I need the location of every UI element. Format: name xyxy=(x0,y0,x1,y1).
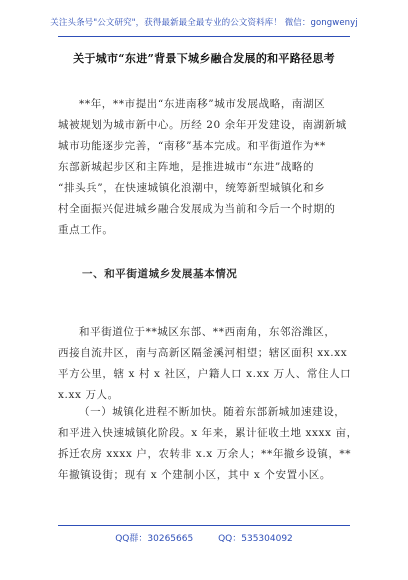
paragraph-line: 和平进入快速城镇化阶段。x 年来，累计征收土地 xxxx 亩， xyxy=(58,427,358,439)
paragraph-line: 平方公里，辖 x 村 x 社区，户籍人口 x.xx 万人、常住人口 xyxy=(58,368,352,380)
footer-divider xyxy=(58,525,350,526)
paragraph-line: 拆迁农房 xxxx 户，农转非 x.x 万余人；**年撤乡设镇，** xyxy=(58,448,352,460)
header-banner: 关注头条号"公文研究"，获得最新最全最专业的公文资料库！ 微信：gongwenyj xyxy=(50,18,358,28)
header-divider xyxy=(58,36,350,37)
paragraph-line: 村全面振兴促进城乡融合发展成为当前和今后一个时期的 xyxy=(58,203,336,215)
paragraph-line: （一）城镇化进程不断加快。随着东部新城加速建设， xyxy=(79,406,346,418)
location-paragraph xyxy=(58,322,350,406)
paragraph-line: “排头兵”，在快速城镇化浪潮中，统筹新型城镇化和乡 xyxy=(58,182,326,194)
qq-group-number: QQ群：30265665 xyxy=(115,534,194,544)
paragraph-line: x.xx 万人。 xyxy=(58,389,119,401)
paragraph-line: 西接自流井区，南与高新区隔釜溪河相望；辖区面积 xx.xx xyxy=(58,347,348,359)
paragraph-line: **年，**市提出“东进南移”城市发展战略，南湖区 xyxy=(79,98,326,110)
section-heading: 一、和平街道城乡发展基本情况 xyxy=(82,268,238,280)
paragraph-line: 和平街道位于**城区东部、**西南角，东邻浴潍区， xyxy=(79,326,336,338)
document-title: 关于城市“东进”背景下城乡融合发展的和平路径思考 xyxy=(73,52,335,65)
intro-paragraph xyxy=(58,94,350,241)
paragraph-line: 东部新城起步区和主阵地，是推进城市“东进”战略的 xyxy=(58,161,315,173)
footer-contacts xyxy=(0,531,408,544)
paragraph-line: 城市功能逐步完善，“南移”基本完成。和平街道作为** xyxy=(58,140,326,152)
urbanization-paragraph xyxy=(58,402,358,486)
qq-number: QQ：535304092 xyxy=(218,534,293,544)
paragraph-line: 重点工作。 xyxy=(58,224,114,236)
paragraph-line: 城被规划为城市新中心。历经 20 余年开发建设，南湖新城 xyxy=(58,119,347,131)
paragraph-line: 年撤镇设街；现有 x 个建制小区，其中 x 个安置小区。 xyxy=(58,469,331,481)
